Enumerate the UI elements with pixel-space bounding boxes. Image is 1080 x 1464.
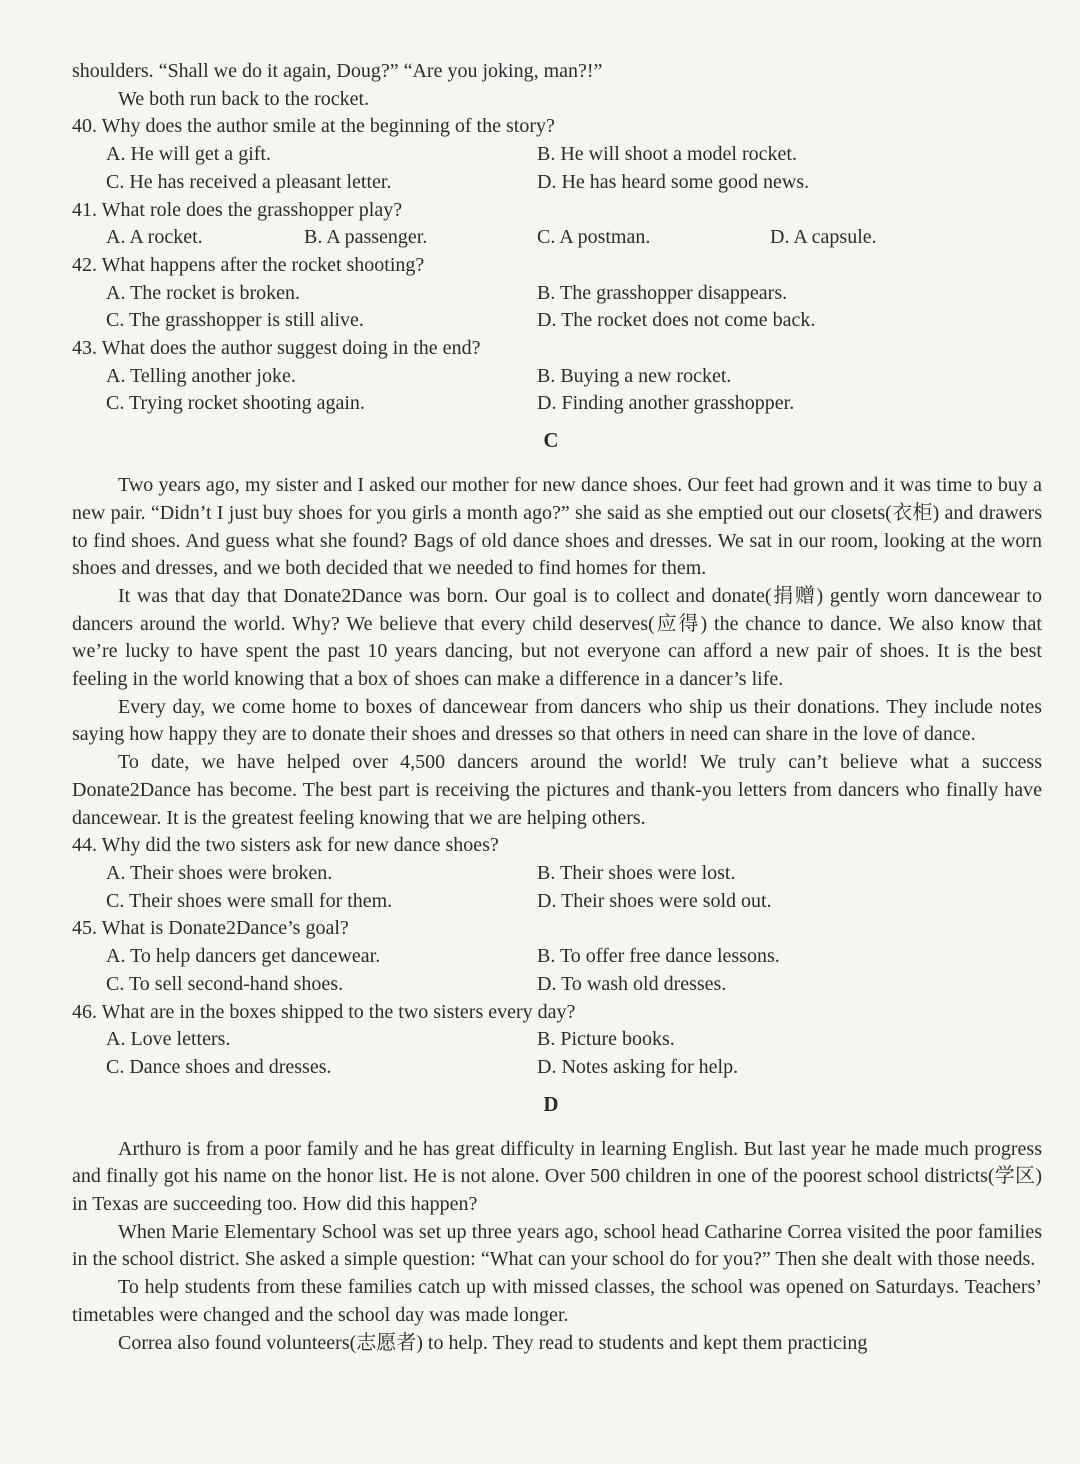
option-d[interactable]: D. Their shoes were sold out.	[537, 889, 772, 912]
option-c[interactable]: C. Trying rocket shooting again.	[106, 392, 365, 415]
question-text: What are in the boxes shipped to the two sisters every day?	[101, 1000, 576, 1023]
option-a[interactable]: A. The rocket is broken.	[106, 281, 301, 304]
option-c[interactable]: C. The grasshopper is still alive.	[106, 309, 364, 332]
passage-d-paragraph-4: Correa also found volunteers(志愿者) to help. They read to students and kept them practicing	[118, 1331, 868, 1354]
question-text: What role does the grasshopper play?	[101, 198, 403, 221]
option-a[interactable]: A. Their shoes were broken.	[106, 861, 333, 884]
passage-d-paragraph-1: Arthuro is from a poor family and he has great difficulty in learning English. But last year he made much progress and finally got his name on the honor list. He is not alone. Over 500 children in one of the poorest school districts(学区) in Texas are succeeding too. How did this happen?	[72, 1137, 1042, 1216]
option-d[interactable]: D. Finding another grasshopper.	[537, 392, 795, 415]
option-c[interactable]: C. Their shoes were small for them.	[106, 889, 393, 912]
option-a[interactable]: A. To help dancers get dancewear.	[106, 945, 381, 968]
question-text: What is Donate2Dance’s goal?	[101, 917, 349, 940]
option-b[interactable]: B. Picture books.	[537, 1028, 675, 1051]
option-a[interactable]: A. Love letters.	[106, 1028, 231, 1051]
option-c[interactable]: C. Dance shoes and dresses.	[106, 1055, 332, 1078]
question-number: 46.	[72, 1000, 97, 1023]
passage-d-paragraph-2: When Marie Elementary School was set up three years ago, school head Catharine Correa visited the poor families in the school district. She asked a simple question: “What can your school do for you?” Then she dealt with those needs.	[72, 1220, 1042, 1271]
question-43	[72, 335, 1042, 418]
section-heading-c: C	[543, 428, 559, 453]
question-text: Why does the author smile at the beginning of the story?	[101, 115, 555, 138]
passage-c-paragraph-1: Two years ago, my sister and I asked our mother for new dance shoes. Our feet had grown and it was time to buy a new pair. “Didn’t I just buy shoes for you girls a month ago?” she said as she emptied out our closets(衣柜) and drawers to find shoes. And guess what she found? Bags of old dance shoes and dresses. We sat in our room, looking at the worn shoes and dresses, and we both decided that we needed to find homes for them.	[72, 474, 1042, 580]
question-41	[72, 197, 1042, 252]
option-b[interactable]: B. A passenger.	[304, 226, 428, 249]
section-heading-d: D	[543, 1091, 559, 1116]
question-text: What does the author suggest doing in the end?	[101, 337, 481, 360]
question-number: 40.	[72, 115, 97, 138]
passage-c-paragraph-2: It was that day that Donate2Dance was born. Our goal is to collect and donate(捐赠) gently worn dancewear to dancers around the world. Why? We believe that every child deserves(应得) the chance to dance. We also know that we’re lucky to have spent the past 10 years dancing, but not everyone can afford a new pair of shoes. It is the best feeling in the world knowing that a box of shoes can make a difference in a dancer’s life.	[72, 584, 1042, 691]
question-number: 45.	[72, 917, 97, 940]
question-42	[72, 252, 1042, 335]
passage-b-end-line-1: shoulders. “Shall we do it again, Doug?” “Are you joking, man?!”	[72, 60, 603, 82]
passage-c-paragraph-3: Every day, we come home to boxes of dancewear from dancers who ship us their donations. They include notes saying how happy they are to donate their shoes and dresses so that others in need can share in the love of dance.	[72, 695, 1042, 746]
option-d[interactable]: D. He has heard some good news.	[537, 170, 810, 193]
option-d[interactable]: D. Notes asking for help.	[537, 1055, 739, 1078]
passage-b-end-line-2: We both run back to the rocket.	[118, 87, 370, 110]
option-d[interactable]: D. To wash old dresses.	[537, 972, 727, 995]
option-d[interactable]: D. The rocket does not come back.	[537, 309, 816, 332]
option-b[interactable]: B. Their shoes were lost.	[537, 861, 736, 884]
option-c[interactable]: C. He has received a pleasant letter.	[106, 170, 392, 193]
question-number: 42.	[72, 253, 97, 276]
option-d[interactable]: D. A capsule.	[770, 226, 877, 249]
option-c[interactable]: C. To sell second-hand shoes.	[106, 972, 344, 995]
option-c[interactable]: C. A postman.	[537, 226, 651, 249]
option-a[interactable]: A. He will get a gift.	[106, 143, 271, 166]
question-number: 44.	[72, 834, 97, 857]
option-b[interactable]: B. Buying a new rocket.	[537, 364, 732, 387]
option-a[interactable]: A. A rocket.	[106, 226, 203, 249]
passage-d-paragraph-3: To help students from these families catch up with missed classes, the school was opened on Saturdays. Teachers’ timetables were changed and the school day was made longer.	[72, 1276, 1042, 1326]
option-b[interactable]: B. The grasshopper disappears.	[537, 281, 788, 304]
question-46	[72, 999, 1042, 1082]
option-b[interactable]: B. To offer free dance lessons.	[537, 945, 780, 968]
question-text: Why did the two sisters ask for new dance shoes?	[101, 834, 499, 857]
option-a[interactable]: A. Telling another joke.	[106, 364, 296, 387]
question-40	[72, 113, 1042, 196]
question-number: 43.	[72, 337, 97, 360]
passage-c-paragraph-4: To date, we have helped over 4,500 dancers around the world! We truly can’t believe what a success Donate2Dance has become. The best part is receiving the pictures and thank-you letters from dancers who finally have dancewear. It is the greatest feeling knowing that we are helping others.	[72, 751, 1042, 829]
question-text: What happens after the rocket shooting?	[101, 253, 425, 276]
option-b[interactable]: B. He will shoot a model rocket.	[537, 143, 797, 166]
question-number: 41.	[72, 198, 97, 221]
question-45	[72, 915, 1042, 998]
question-44	[72, 832, 1042, 915]
